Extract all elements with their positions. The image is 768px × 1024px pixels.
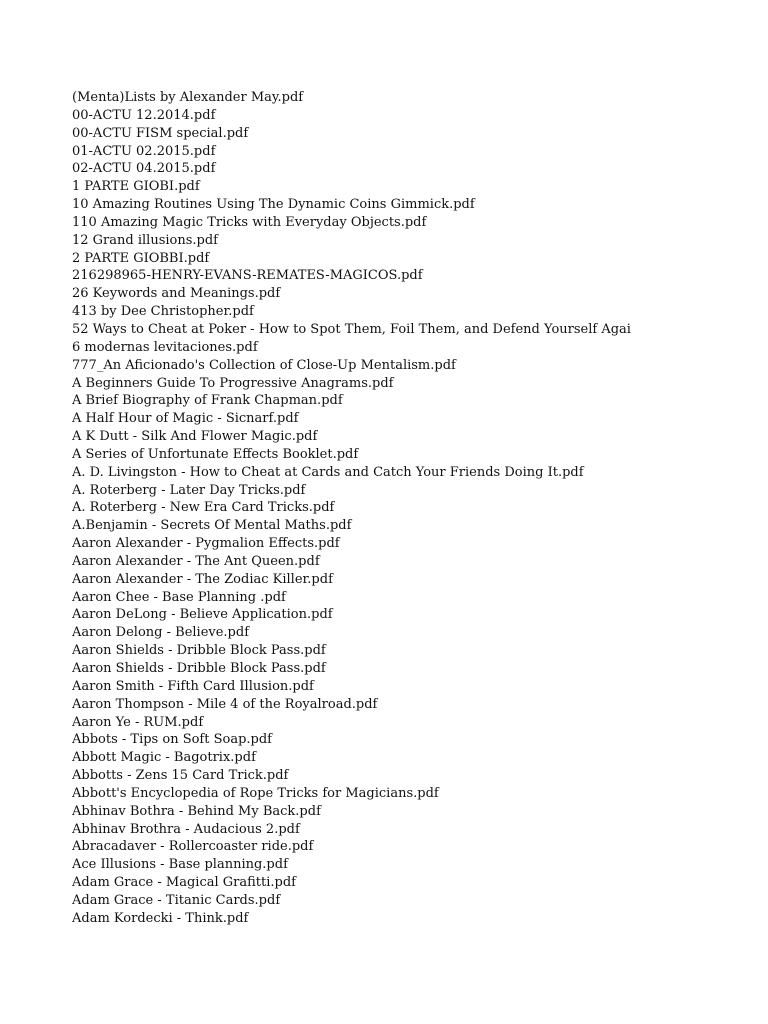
list-item: Adam Grace - Magical Grafitti.pdf — [72, 875, 296, 891]
list-item: Aaron Thompson - Mile 4 of the Royalroad.pdf — [72, 696, 378, 712]
list-item: (Menta)Lists by Alexander May.pdf — [72, 90, 304, 105]
list-item: Abbotts - Zens 15 Card Trick.pdf — [72, 768, 289, 784]
list-item: Adam Kordecki - Think.pdf — [72, 910, 249, 926]
list-item: 1 PARTE GIOBI.pdf — [72, 179, 200, 195]
list-item: Ace Illusions - Base planning.pdf — [72, 857, 288, 873]
list-item: 12 Grand illusions.pdf — [72, 232, 218, 248]
list-item: 216298965-HENRY-EVANS-REMATES-MAGICOS.pdf — [72, 268, 423, 284]
list-item: Aaron DeLong - Believe Application.pdf — [72, 607, 333, 623]
file-list — [72, 89, 712, 928]
list-item: 26 Keywords and Meanings.pdf — [72, 286, 281, 302]
list-item: 02-ACTU 04.2015.pdf — [72, 161, 216, 177]
list-item: 777_An Aficionado's Collection of Close-Up Mentalism.pdf — [72, 357, 456, 373]
list-item: Abhinav Brothra - Audacious 2.pdf — [72, 821, 300, 837]
list-item: A. D. Livingston - How to Cheat at Cards and Catch Your Friends Doing It.pdf — [72, 464, 584, 480]
list-item: A Half Hour of Magic - Sicnarf.pdf — [72, 411, 299, 427]
list-item: Abhinav Bothra - Behind My Back.pdf — [72, 803, 321, 819]
list-item: Abbott's Encyclopedia of Rope Tricks for Magicians.pdf — [72, 785, 439, 801]
list-item: Aaron Shields - Dribble Block Pass.pdf — [72, 643, 326, 659]
list-item: A Series of Unfortunate Effects Booklet.pdf — [72, 446, 359, 462]
list-item: Aaron Alexander - The Zodiac Killer.pdf — [72, 571, 333, 587]
list-item: Aaron Smith - Fifth Card Illusion.pdf — [72, 678, 314, 694]
list-item: A. Roterberg - Later Day Tricks.pdf — [72, 482, 306, 498]
list-item: 00-ACTU 12.2014.pdf — [72, 107, 216, 123]
list-item: A. Roterberg - New Era Card Tricks.pdf — [72, 500, 335, 516]
list-item: A K Dutt - Silk And Flower Magic.pdf — [72, 429, 318, 445]
list-item: Aaron Chee - Base Planning .pdf — [72, 589, 286, 605]
list-item: Aaron Shields - Dribble Block Pass.pdf — [72, 661, 326, 676]
list-item: A.Benjamin - Secrets Of Mental Maths.pdf — [72, 518, 352, 534]
list-item: 10 Amazing Routines Using The Dynamic Coins Gimmick.pdf — [72, 197, 475, 213]
list-item: Aaron Alexander - The Ant Queen.pdf — [72, 553, 320, 569]
list-item: 52 Ways to Cheat at Poker - How to Spot Them, Foil Them, and Defend Yourself Agai — [72, 321, 631, 337]
list-item: 413 by Dee Christopher.pdf — [72, 304, 254, 320]
list-item: A Brief Biography of Frank Chapman.pdf — [72, 393, 343, 409]
list-item: Adam Grace - Titanic Cards.pdf — [72, 892, 281, 908]
list-item: Aaron Ye - RUM.pdf — [72, 714, 204, 730]
list-item: 01-ACTU 02.2015.pdf — [72, 143, 216, 159]
list-item: 6 modernas levitaciones.pdf — [72, 339, 258, 355]
list-item: 110 Amazing Magic Tricks with Everyday Objects.pdf — [72, 214, 427, 230]
list-item: Aaron Delong - Believe.pdf — [72, 625, 250, 641]
list-item: A Beginners Guide To Progressive Anagrams.pdf — [72, 375, 394, 391]
list-item: 2 PARTE GIOBBI.pdf — [72, 250, 210, 266]
list-item: Aaron Alexander - Pygmalion Effects.pdf — [72, 536, 340, 552]
list-item: Abbott Magic - Bagotrix.pdf — [72, 750, 256, 766]
list-item: 00-ACTU FISM special.pdf — [72, 125, 249, 141]
list-item: Abbots - Tips on Soft Soap.pdf — [72, 732, 272, 748]
list-item: Abracadaver - Rollercoaster ride.pdf — [72, 839, 314, 855]
